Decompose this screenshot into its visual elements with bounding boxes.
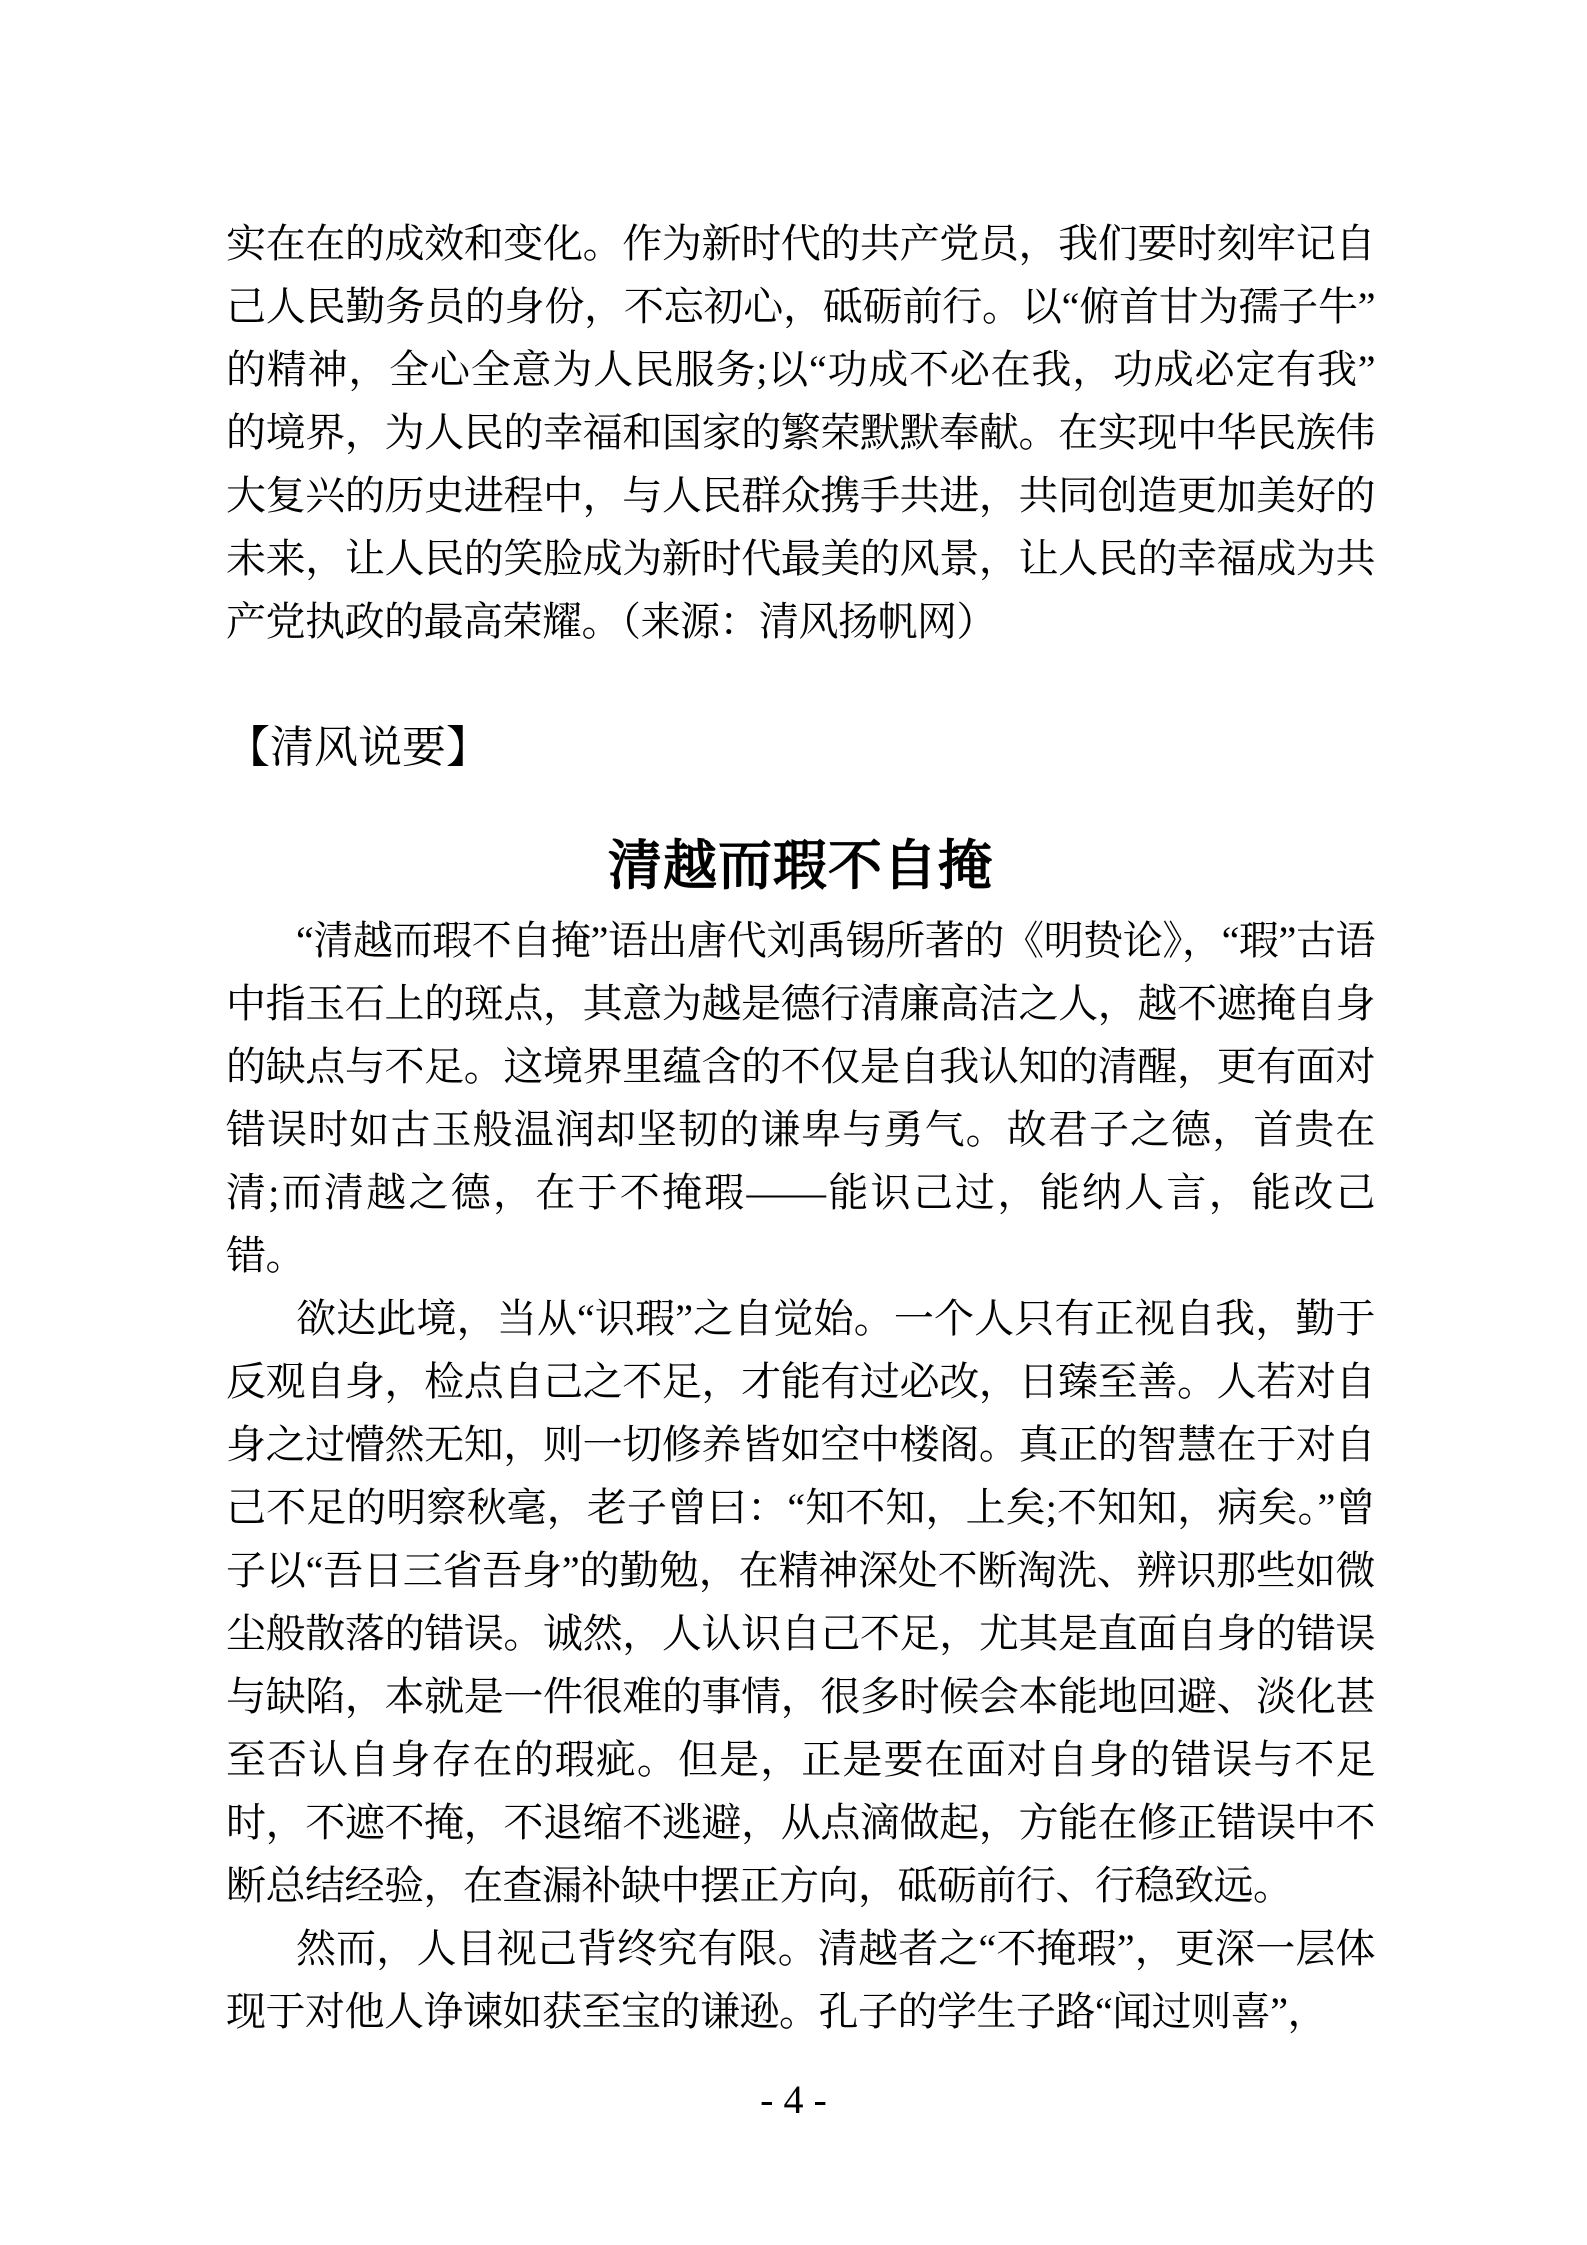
essay-title: 清越而瑕不自掩	[608, 836, 993, 896]
continuation-paragraph: 实在在的成效和变化。作为新时代的共产党员，我们要时刻牢记自己人民勤务员的身份，不忘初心，砥砺前行。以“俯首甘为孺子牛”的精神，全心全意为人民服务;以“功成不必在我，功成必定有我”的境界，为人民的幸福和国家的繁荣默默奉献。在实现中华民族伟大复兴的历史进程中，与人民群众携手共进，共同创造更加美好的未来，让人民的笑脸成为新时代最美的风景，让人民的幸福成为共产党执政的最高荣耀。（来源：清风扬帆网）	[226, 221, 1375, 644]
page-content	[226, 212, 1375, 2043]
essay-paragraph-3: 然而，人目视己背终究有限。清越者之“不掩瑕”，更深一层体现于对他人诤谏如获至宝的谦逊。孔子的学生子路“闻过则喜”，	[226, 1926, 1375, 2034]
essay-paragraph-1: “清越而瑕不自掩”语出唐代刘禹锡所著的《明贽论》，“瑕”古语中指玉石上的斑点，其意为越是德行清廉高洁之人，越不遮掩自身的缺点与不足。这境界里蕴含的不仅是自我认知的清醒，更有面对错误时如古玉般温润却坚韧的谦卑与勇气。故君子之德，首贵在清;而清越之德，在于不掩瑕——能识己过，能纳人言，能改己错。	[226, 918, 1375, 1278]
page-number: - 4 -	[760, 2077, 827, 2122]
section-label: 【清风说要】	[226, 723, 490, 772]
essay-paragraph-2: 欲达此境，当从“识瑕”之自觉始。一个人只有正视自我，勤于反观自身，检点自己之不足，才能有过必改，日臻至善。人若对自身之过懵然无知，则一切修养皆如空中楼阁。真正的智慧在于对自己不足的明察秋毫，老子曾曰：“知不知，上矣;不知知，病矣。”曾子以“吾日三省吾身”的勤勉，在精神深处不断淘洗、辨识那些如微尘般散落的错误。诚然，人认识自己不足，尤其是直面自身的错误与缺陷，本就是一件很难的事情，很多时候会本能地回避、淡化甚至否认自身存在的瑕疵。但是，正是要在面对自身的错误与不足时，不遮不掩，不退缩不逃避，从点滴做起，方能在修正错误中不断总结经验，在查漏补缺中摆正方向，砥砺前行、行稳致远。	[226, 1296, 1375, 1908]
